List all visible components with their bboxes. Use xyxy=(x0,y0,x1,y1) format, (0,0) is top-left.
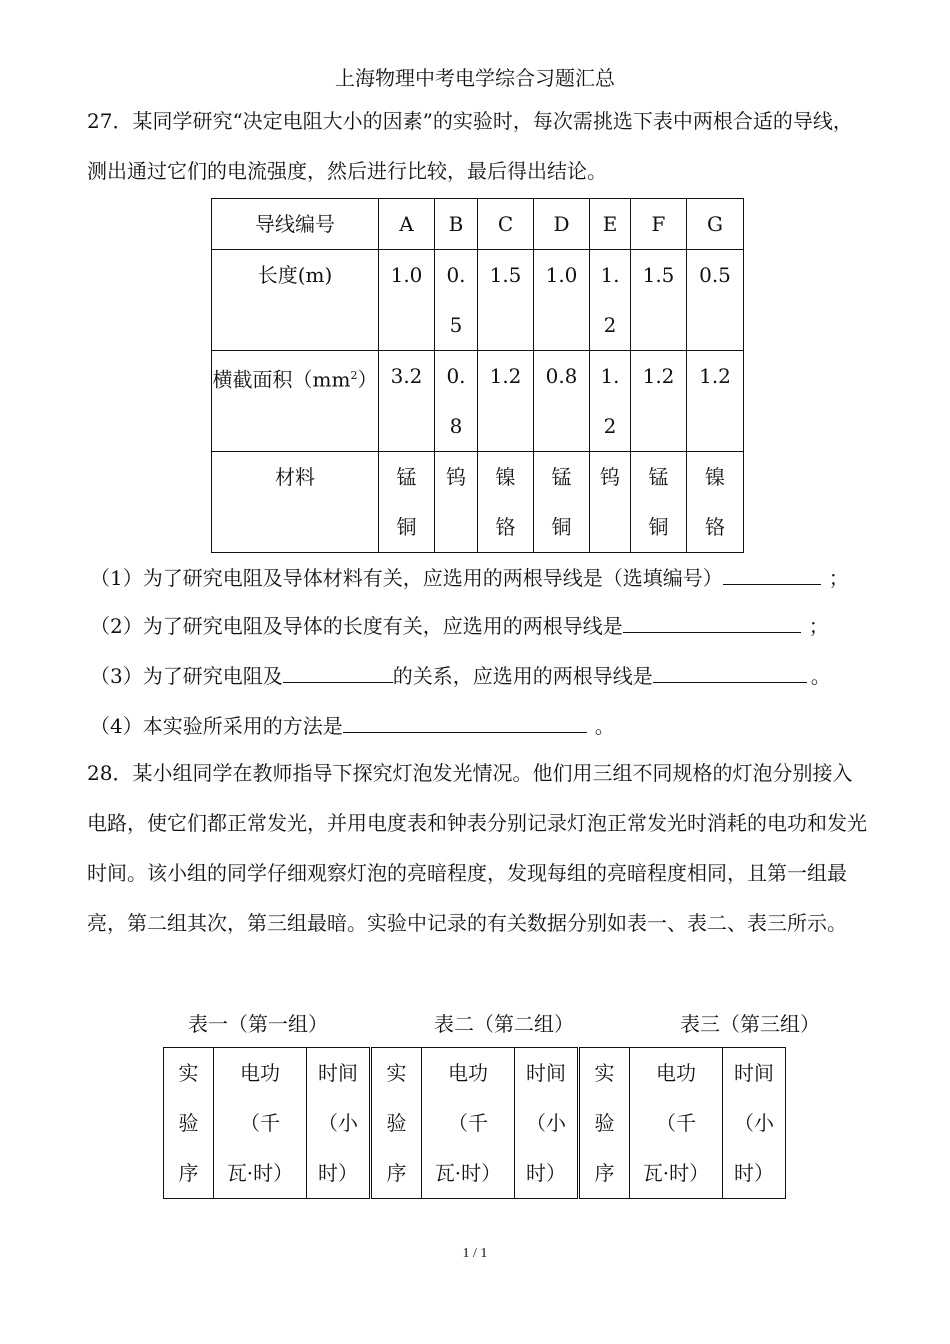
answer-blank[interactable] xyxy=(343,710,587,733)
table-cell: 1.0 xyxy=(379,250,435,351)
column-header: C xyxy=(478,199,534,250)
column-header-wire-id: 导线编号 xyxy=(212,199,379,250)
table-1-caption: 表一（第一组） xyxy=(188,1012,328,1036)
table-row xyxy=(212,199,744,250)
column-header: F xyxy=(631,199,687,250)
answer-blank[interactable] xyxy=(653,660,807,683)
table-row xyxy=(212,452,744,553)
table-cell: 1.5 xyxy=(478,250,534,351)
table-3 xyxy=(579,1047,786,1199)
answer-blank[interactable] xyxy=(623,610,801,633)
table-cell: 0. 5 xyxy=(435,250,478,351)
table-cell: 1.2 xyxy=(631,351,687,452)
table-cell: 1.2 xyxy=(687,351,744,452)
table-2-caption: 表二（第二组） xyxy=(434,1012,574,1036)
column-header-sequence: 实 验 序 xyxy=(372,1048,422,1199)
column-header-work: 电功 （千 瓦·时） xyxy=(422,1048,515,1199)
column-header-sequence: 实 验 序 xyxy=(164,1048,214,1199)
column-header-time: 时间 （小 时） xyxy=(515,1048,578,1199)
table-cell: 3.2 xyxy=(379,351,435,452)
question-28-text: 28．某小组同学在教师指导下探究灯泡发光情况。他们用三组不同规格的灯泡分别接入电路，使它们都正常发光，并用电度表和钟表分别记录灯泡正常发光时消耗的电功和发光时间。该小组的同学仔细观察灯泡的亮暗程度，发现每组的亮暗程度相同，且第一组最亮，第二组其次，第三组最暗。实验中记录的有关数据分别如表一、表二、表三所示。 xyxy=(87,761,867,935)
table-row xyxy=(580,1048,786,1199)
table-cell: 1.2 xyxy=(478,351,534,452)
column-header-time: 时间 （小 时） xyxy=(307,1048,370,1199)
answer-blank[interactable] xyxy=(283,660,393,683)
row-label-area: 横截面积$(mm^2)$ xyxy=(212,351,379,452)
table-cell: 1.0 xyxy=(534,250,590,351)
question-27-text: 27．某同学研究“决定电阻大小的因素”的实验时，每次需挑选下表中两根合适的导线，测出通过它们的电流强度，然后进行比较，最后得出结论。 xyxy=(87,109,853,183)
row-label-material: 材料 xyxy=(212,452,379,553)
table-cell: 0. 8 xyxy=(435,351,478,452)
column-header: A xyxy=(379,199,435,250)
table-cell: 钨 xyxy=(590,452,631,553)
table-row xyxy=(212,250,744,351)
table-2 xyxy=(371,1047,578,1199)
column-header-time: 时间 （小 时） xyxy=(723,1048,786,1199)
sub-question-3: （3）为了研究电阻及 的关系，应选用的两根导线是 。 xyxy=(90,660,831,691)
row-label-length: 长度(m) xyxy=(212,250,379,351)
table-cell: 1. 2 xyxy=(590,351,631,452)
table-cell: 1. 2 xyxy=(590,250,631,351)
column-header: D xyxy=(534,199,590,250)
column-header: B xyxy=(435,199,478,250)
column-header-sequence: 实 验 序 xyxy=(580,1048,630,1199)
table-3-caption: 表三（第三组） xyxy=(680,1012,820,1036)
page-number: 1 / 1 xyxy=(462,1246,488,1261)
sub-question-2: （2）为了研究电阻及导体的长度有关，应选用的两根导线是 ； xyxy=(90,610,829,641)
table-cell: 锰 铜 xyxy=(379,452,435,553)
column-header: G xyxy=(687,199,744,250)
table-row xyxy=(164,1048,370,1199)
table-cell: 1.5 xyxy=(631,250,687,351)
table-1 xyxy=(163,1047,370,1199)
table-cell: 钨 xyxy=(435,452,478,553)
table-cell: 镍 铬 xyxy=(478,452,534,553)
sub-question-4: （4）本实验所采用的方法是 。 xyxy=(90,710,615,741)
column-header: E xyxy=(590,199,631,250)
table-row xyxy=(372,1048,578,1199)
table-cell: 锰 铜 xyxy=(631,452,687,553)
table-cell: 0.8 xyxy=(534,351,590,452)
sub-question-1: （1）为了研究电阻及导体材料有关，应选用的两根导线是（选填编号） ； xyxy=(90,562,849,593)
wire-table xyxy=(211,198,744,553)
table-cell: 锰 铜 xyxy=(534,452,590,553)
table-cell: 镍 铬 xyxy=(687,452,744,553)
document-title: 上海物理中考电学综合习题汇总 xyxy=(335,66,615,90)
answer-blank[interactable] xyxy=(723,562,821,585)
table-cell: 0.5 xyxy=(687,250,744,351)
table-row xyxy=(212,351,744,452)
column-header-work: 电功 （千 瓦·时） xyxy=(214,1048,307,1199)
column-header-work: 电功 （千 瓦·时） xyxy=(630,1048,723,1199)
